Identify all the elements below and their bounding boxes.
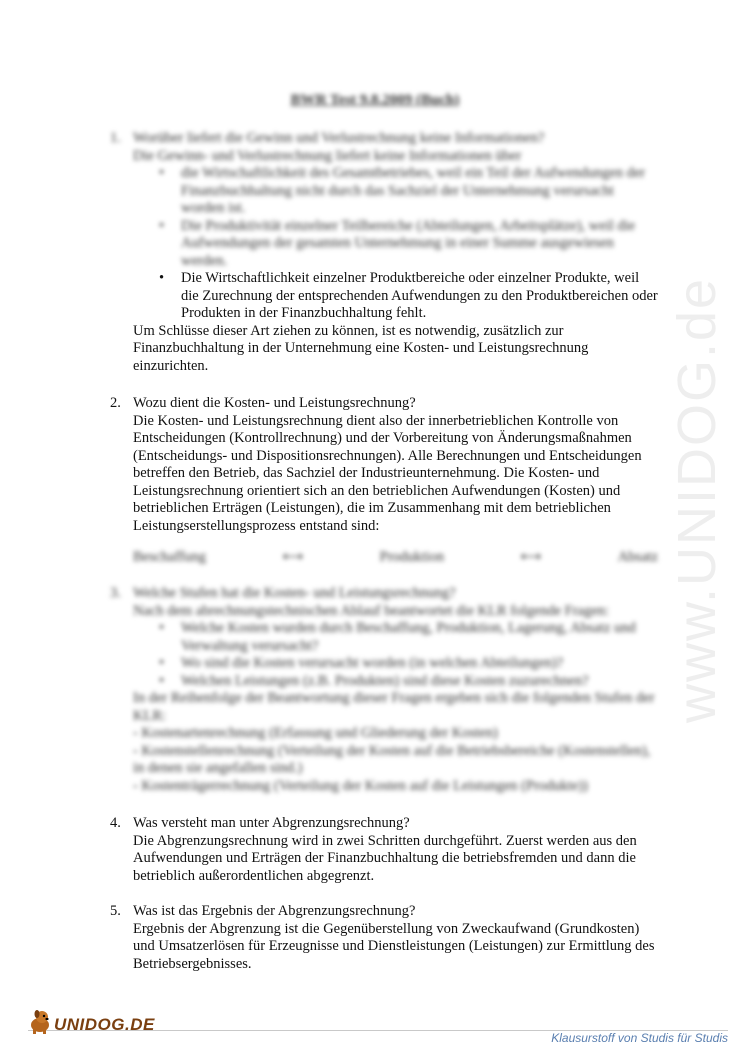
answer-outro: In der Reihenfolge der Beantwortung dieser Fragen ergeben sich die folgenden Stufen der KLR:: [133, 690, 655, 724]
question-text: Was ist das Ergebnis der Abgrenzungsrechnung?: [133, 903, 416, 919]
question-number: 3.: [110, 585, 121, 601]
question-text: Worüber liefert die Gewinn und Verlustrechnung keine Informationen?: [133, 130, 545, 146]
list-item: • Welchen Leistungen (z.B. Produkten) sind diese Kosten zuzurechnen?: [181, 673, 660, 691]
answer-outro: Um Schlüsse dieser Art ziehen zu können, ist es notwendig, zusätzlich zur Finanzbuchhaltung in der Unternehmung eine Kosten- und Leistungsrechnung einzurichten.: [133, 322, 589, 374]
dog-mascot-icon: [26, 1007, 54, 1035]
unidog-logo[interactable]: [26, 1007, 155, 1035]
list-item: • Wo sind die Kosten verursacht worden (in welchen Abteilungen)?: [181, 655, 660, 673]
list-item: • Welche Kosten wurden durch Beschaffung, Produktion, Lagerung, Absatz und Verwaltung verursacht?: [181, 620, 660, 655]
question-3: [110, 585, 660, 795]
logo-text: UNIDOG.DE: [54, 1015, 155, 1034]
question-number: 4.: [110, 815, 121, 831]
step-line: - Kostenträgerrechnung (Verteilung der Kosten auf die Leistungen (Produkte)): [133, 777, 588, 794]
double-arrow-icon: ⟷: [520, 549, 542, 565]
question-text: Was versteht man unter Abgrenzungsrechnung?: [133, 815, 410, 831]
answer-text: Die Abgrenzungsrechnung wird in zwei Schritten durchgeführt. Zuerst werden aus den Aufwendungen und Erträgen der Finanzbuchhaltung die betriebsfremden und dann die betrieblich außerordentlichen abgegrenzt.: [133, 832, 637, 884]
question-4: [110, 815, 660, 885]
question-number: 2.: [110, 395, 121, 411]
question-number: 1.: [110, 130, 121, 146]
question-text: Wozu dient die Kosten- und Leistungsrechnung?: [133, 395, 416, 411]
bullet-list: [133, 620, 660, 690]
question-text: Welche Stufen hat die Kosten- und Leistungsrechnung?: [133, 585, 456, 601]
bullet-list: [133, 165, 660, 323]
answer-text: Ergebnis der Abgrenzung ist die Gegenüberstellung von Zweckaufwand (Grundkosten) und Umsatzerlösen für Erzeugnisse und Dienstleistungen (Leistungen) zur Ermittlung des Betriebsergebnisses.: [133, 920, 655, 972]
document-title: BWR Test 9.8.2009 (Buch): [290, 92, 460, 108]
question-number: 5.: [110, 903, 121, 919]
footer-slogan: Klausurstoff von Studis für Studis: [551, 1031, 728, 1045]
process-flow: [110, 549, 660, 567]
answer-text: Die Kosten- und Leistungsrechnung dient also der innerbetrieblichen Kontrolle von Entscheidungen (Kontrollrechnung) und der Vorbereitung von Änderungsmaßnahmen (Entscheidungs- und Dispositionsrechnungen). Alle Berechnungen und Entscheidungen betreffen den Betrieb, das Sachziel der Industrieunternehmung. Die Kosten- und Leistungsrechnung orientiert sich an den betrieblichen Aufwendungen (Kosten) und betrieblichen Erträgen (Leistungen), die im Zusammenhang mit dem betrieblichen Leistungserstellungsprozess entstand sind:: [133, 412, 642, 534]
flow-step: Absatz: [617, 549, 658, 565]
double-arrow-icon: ⟷: [282, 549, 304, 565]
question-1: [110, 130, 660, 375]
answer-intro: Die Gewinn- und Verlustrechnung liefert keine Informationen über: [133, 147, 522, 164]
watermark: www.UNIDOG.de: [667, 276, 727, 724]
step-line: - Kostenstellenrechnung (Verteilung der Kosten auf die Betriebsbereiche (Kostenstellen), in denen sie angefallen sind.): [133, 742, 651, 776]
flow-step: Produktion: [379, 549, 445, 565]
step-line: - Kostenartenrechnung (Erfassung und Gliederung der Kosten): [133, 725, 498, 741]
flow-step: Beschaffung: [133, 549, 207, 565]
list-item: • die Wirtschaftlichkeit des Gesamtbetriebes, weil ein Teil der Aufwendungen der Finanzbuchhaltung nicht durch das Sachziel der Unternehmung verursacht worden ist.: [181, 165, 660, 218]
answer-intro: Nach dem abrechnungstechnischen Ablauf beantwortet die KLR folgende Fragen:: [133, 602, 609, 619]
list-item: • Die Wirtschaftlichkeit einzelner Produktbereiche oder einzelner Produkte, weil die Zurechnung der entsprechenden Aufwendungen zu den Produktbereichen oder Produkten in der Finanzbuchhaltung fehlt.: [181, 270, 660, 323]
question-5: [110, 903, 660, 973]
list-item: • Die Produktivität einzelner Teilbereiche (Abteilungen, Arbeitsplätze), weil die Aufwendungen der gesamten Unternehmung in einer Summe ausgewiesen werden.: [181, 218, 660, 271]
question-2: [110, 395, 660, 535]
